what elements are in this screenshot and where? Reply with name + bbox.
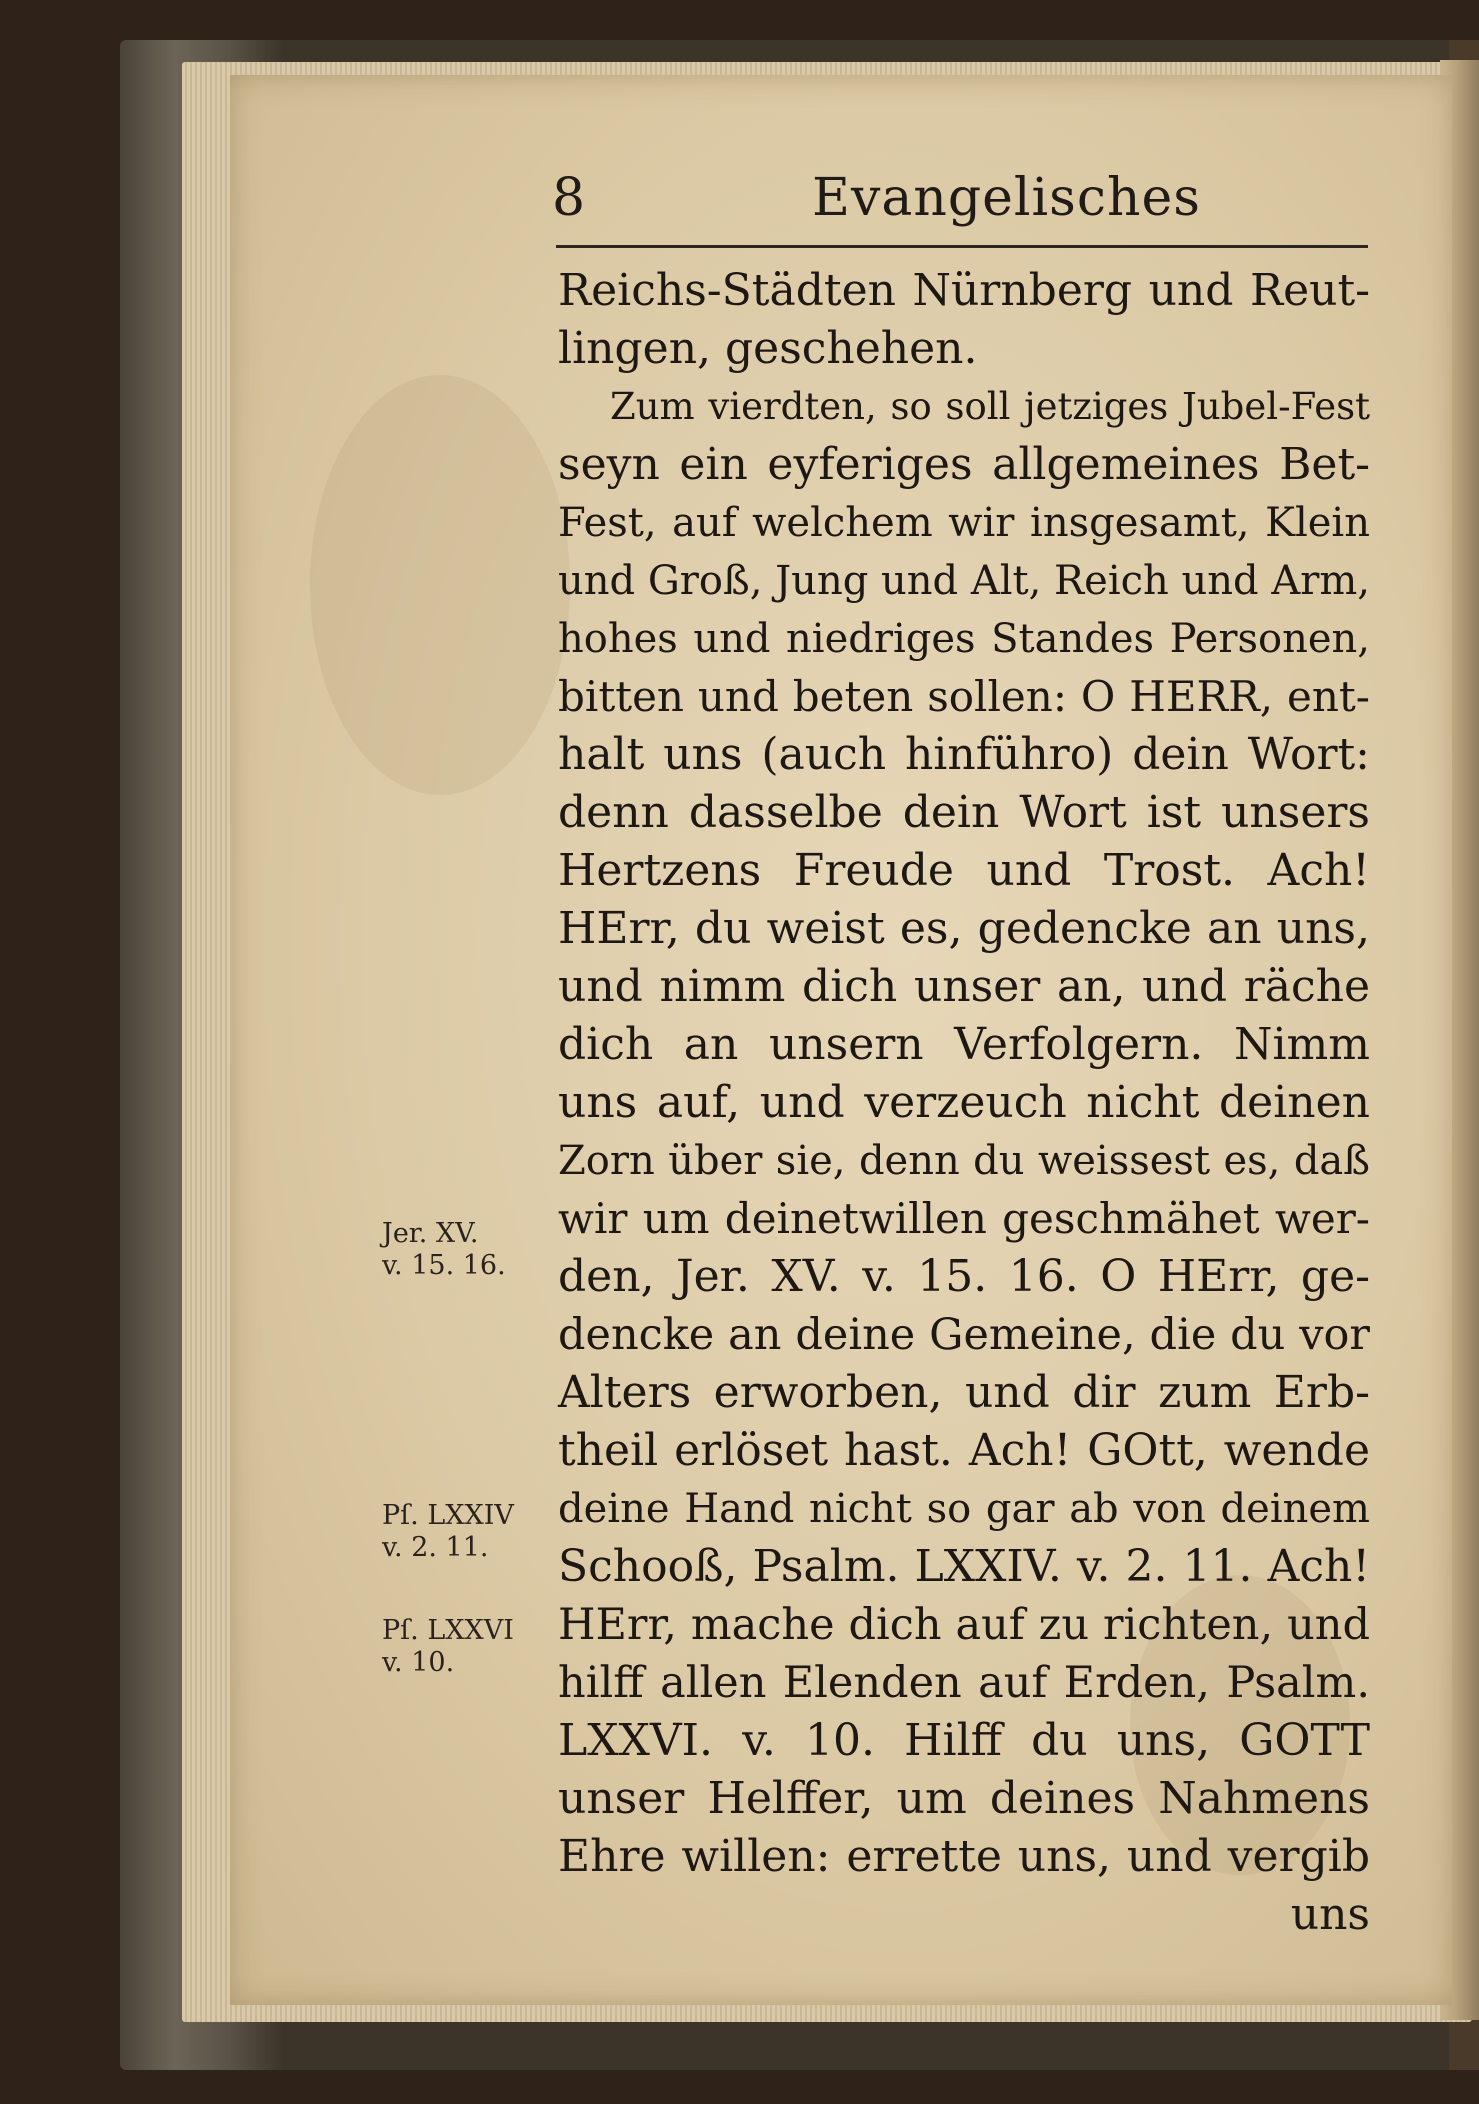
- text-line: theil erlöset hast. Ach! GOtt, wende: [558, 1425, 1370, 1476]
- text-line: denn dasselbe dein Wort ist unsers: [558, 787, 1370, 838]
- text-line: den, Jer. XV. v. 15. 16. O HErr, ge-: [558, 1251, 1370, 1302]
- marginal-reference: [382, 1615, 514, 1679]
- text-line: und Groß, Jung und Alt, Reich und Arm,: [558, 558, 1371, 604]
- marginal-line: Pſ. LXXVI: [382, 1615, 514, 1646]
- text-line: bitten und beten sollen: O HERR, ent-: [558, 672, 1370, 721]
- text-line: wir um deinetwillen geschmähet wer-: [558, 1194, 1370, 1243]
- text-line: Reichs-Städten Nürnberg und Reut-: [558, 265, 1370, 316]
- paper-stain: [310, 375, 570, 795]
- text-line: und nimm dich unser an, und räche: [558, 961, 1370, 1012]
- page-number: 8: [552, 168, 586, 228]
- text-line: seyn ein eyferiges allgemeines Bet-: [558, 439, 1370, 490]
- text-line: HErr, du weist es, gedencke an uns,: [558, 903, 1370, 954]
- text-line: unser Helffer, um deines Nahmens: [558, 1773, 1370, 1824]
- marginal-line: Pſ. LXXIV: [382, 1500, 514, 1531]
- text-line: deine Hand nicht so gar ab von deinem: [558, 1486, 1370, 1532]
- header-rule: [556, 245, 1368, 248]
- marginal-line: v. 10.: [382, 1647, 455, 1678]
- marginal-reference: [382, 1218, 506, 1282]
- marginal-reference: [382, 1500, 514, 1564]
- text-line: Schooß, Psalm. LXXIV. v. 2. 11. Ach!: [558, 1541, 1370, 1592]
- text-line: LXXVI. v. 10. Hilff du uns, GOTT: [558, 1715, 1370, 1766]
- running-head: Evangelisches: [812, 168, 1201, 228]
- text-line: hohes und niedriges Standes Personen,: [558, 616, 1370, 662]
- marginal-line: Jer. XV.: [382, 1218, 479, 1249]
- text-line: Zorn über sie, denn du weissest es, daß: [558, 1138, 1370, 1184]
- marginal-line: v. 2. 11.: [382, 1532, 489, 1563]
- text-line: dich an unsern Verfolgern. Nimm: [558, 1019, 1370, 1070]
- text-line: HErr, mache dich auf zu richten, und: [558, 1600, 1370, 1650]
- marginal-line: v. 15. 16.: [382, 1250, 506, 1281]
- text-line: Fest, auf welchem wir insgesamt, Klein: [558, 500, 1370, 546]
- text-line: halt uns (auch hinführo) dein Wort:: [558, 729, 1370, 780]
- text-line: Hertzens Freude und Trost. Ach!: [558, 845, 1370, 896]
- text-line: uns auf, und verzeuch nicht deinen: [558, 1077, 1370, 1128]
- text-line: Zum vierdten, so soll jetziges Jubel-Fest: [610, 385, 1370, 428]
- text-line: lingen, geschehen.: [558, 323, 978, 374]
- text-line: Alters erworben, und dir zum Erb-: [558, 1367, 1370, 1418]
- text-line: dencke an deine Gemeine, die du vor: [558, 1310, 1370, 1360]
- text-line: hilff allen Elenden auf Erden, Psalm.: [558, 1658, 1370, 1708]
- catchword: uns: [1290, 1889, 1370, 1940]
- text-line: Ehre willen: errette uns, und vergib: [558, 1831, 1370, 1882]
